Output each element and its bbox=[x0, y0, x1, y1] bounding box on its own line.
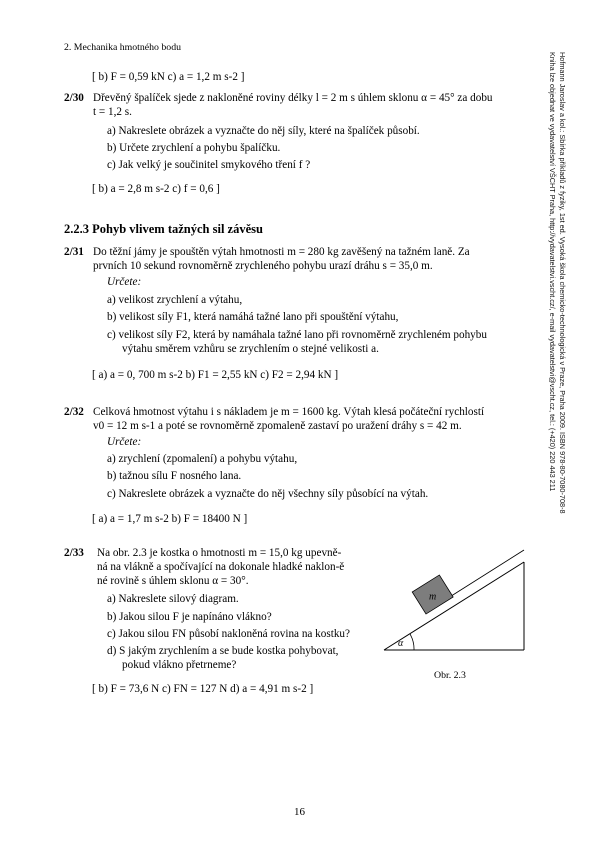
problem-2-32-text-1: Celková hmotnost výtahu i s nákladem je m = 1600 kg. Výtah klesá počáteční rychlostí bbox=[93, 406, 485, 418]
problem-2-31-item-c-1: c) velikost síly F2, která by namáhala tažné lano při rovnoměrně zrychleném pohybu bbox=[107, 329, 487, 341]
problem-2-33-text-3: né rovině s úhlem sklonu α = 30°. bbox=[97, 575, 249, 587]
problem-2-31-text-2: prvních 10 sekund rovnoměrně zrychleného pohybu urazí dráhu s = 35,0 m. bbox=[93, 260, 433, 272]
problem-2-32-answer: [ a) a = 1,7 m s-2 b) F = 18400 N ] bbox=[92, 513, 248, 525]
angle-arc bbox=[410, 634, 414, 650]
problem-2-30-text-1: Dřevěný špalíček sjede z nakloněné roviny délky l = 2 m s úhlem sklonu α = 45° za dobu bbox=[93, 92, 493, 104]
angle-label: α bbox=[398, 638, 404, 649]
previous-answer: [ b) F = 0,59 kN c) a = 1,2 m s-2 ] bbox=[92, 71, 245, 83]
problem-2-31-determine: Určete: bbox=[107, 276, 142, 288]
problem-2-32-text-2: v0 = 12 m s-1 a poté se rovnoměrně zpomaleně zastaví po uražení dráhy s = 42 m. bbox=[93, 420, 462, 432]
problem-2-30-answer: [ b) a = 2,8 m s-2 c) f = 0,6 ] bbox=[92, 183, 220, 195]
block-label: m bbox=[429, 591, 437, 603]
problem-2-31-item-b: b) velikost síly F1, která namáhá tažné lano při spouštění výtahu, bbox=[107, 311, 399, 323]
problem-2-33-item-c: c) Jakou silou FN působí nakloněná rovina na kostku? bbox=[107, 628, 350, 640]
incline-line bbox=[384, 562, 524, 650]
problem-2-31-item-c-2: výtahu směrem vzhůru se zrychlením o stejné velikosti a. bbox=[122, 343, 379, 355]
problem-2-31-text-1: Do těžní jámy je spouštěn výtah hmotnosti m = 280 kg zavěšený na tažném laně. Za bbox=[93, 246, 470, 258]
problem-2-30-text-2: t = 1,2 s. bbox=[93, 106, 132, 118]
problem-2-33-text-1: Na obr. 2.3 je kostka o hmotnosti m = 15,0 kg upevně- bbox=[97, 547, 342, 559]
problem-2-33-item-b: b) Jakou silou F je napínáno vlákno? bbox=[107, 611, 272, 623]
problem-2-33-answer: [ b) F = 73,6 N c) FN = 127 N d) a = 4,91 m s-2 ] bbox=[92, 683, 314, 695]
problem-2-33-text-2: ná na vlákně a spočívající na dokonale hladké naklon-ě bbox=[97, 561, 345, 573]
problem-2-32-item-c: c) Nakreslete obrázek a vyznačte do něj všechny síly působící na výtah. bbox=[107, 488, 429, 500]
side-note bbox=[547, 52, 567, 514]
problem-number-2-32: 2/32 bbox=[64, 406, 84, 418]
running-head: 2. Mechanika hmotného bodu bbox=[64, 42, 181, 53]
problem-2-33-item-d-2: pokud vlákno přetrneme? bbox=[122, 659, 237, 671]
problem-number-2-31: 2/31 bbox=[64, 246, 84, 258]
problem-2-32-item-b: b) tažnou sílu F nosného lana. bbox=[107, 470, 242, 482]
side-note-line-1: Hofmann Jaroslav a kol.: Sbírka příkladů z fyziky, 1st ed. Vysoká škola chemicko-technologická v Praze, Praha 2009. ISBN 978-80-7080-708-8 bbox=[558, 52, 567, 514]
problem-2-32-determine: Určete: bbox=[107, 436, 142, 448]
problem-number-2-30: 2/30 bbox=[64, 92, 84, 104]
side-note-line-2: Kniha lze objednat ve vydavatelství VŠCHT Praha, http://vydavatelstvi.vscht.cz/, e-mail vydavatelstvi@vscht.cz, tel.: (+420) 220 443 211 bbox=[548, 52, 557, 492]
problem-2-33-item-a: a) Nakreslete silový diagram. bbox=[107, 593, 239, 605]
problem-2-33-item-d-1: d) S jakým zrychlením a se bude kostka pohybovat, bbox=[107, 645, 339, 657]
problem-2-31-answer: [ a) a = 0, 700 m s-2 b) F1 = 2,55 kN c) F2 = 2,94 kN ] bbox=[92, 369, 339, 381]
block bbox=[412, 575, 453, 614]
problem-2-30-item-c: c) Jak velký je součinitel smykového tření f ? bbox=[107, 159, 311, 171]
problem-2-31-item-a: a) velikost zrychlení a výtahu, bbox=[107, 294, 243, 306]
problem-2-30-item-b: b) Určete zrychlení a pohybu špalíčku. bbox=[107, 142, 281, 154]
figure-inclined-plane bbox=[380, 548, 540, 658]
problem-2-30-item-a: a) Nakreslete obrázek a vyznačte do něj síly, které na špalíček působí. bbox=[107, 125, 420, 137]
page-number: 16 bbox=[294, 806, 305, 818]
section-title: 2.2.3 Pohyb vlivem tažných sil závěsu bbox=[64, 222, 263, 236]
problem-number-2-33: 2/33 bbox=[64, 547, 84, 559]
figure-caption: Obr. 2.3 bbox=[434, 670, 466, 681]
problem-2-32-item-a: a) zrychlení (zpomalení) a pohybu výtahu, bbox=[107, 453, 298, 465]
